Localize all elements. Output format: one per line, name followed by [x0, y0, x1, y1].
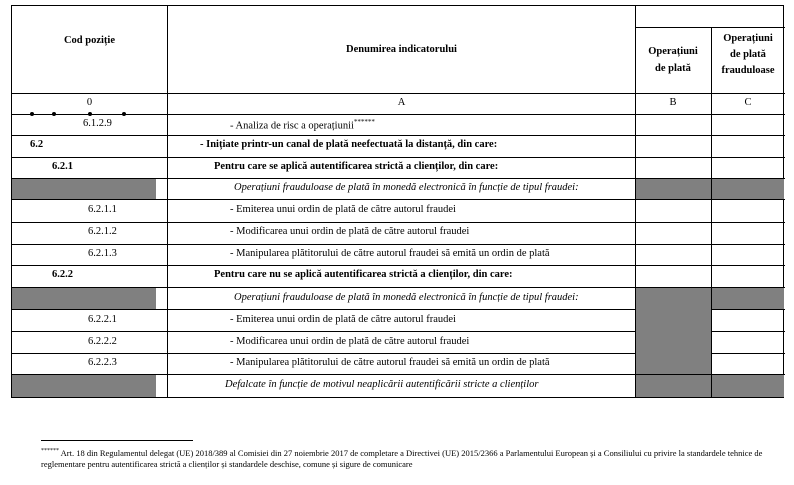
- indicator-table: [11, 5, 784, 398]
- row-code: 6.2.2.3: [88, 357, 117, 368]
- row-divider: [12, 93, 785, 94]
- row-divider: [12, 287, 785, 288]
- shaded-cell: [12, 288, 156, 309]
- row-divider: [12, 157, 785, 158]
- row-name: - Manipularea plătitorului de către autorul fraudei să emită un ordin de plată: [230, 357, 550, 368]
- row-code: 6.2.1.1: [88, 204, 117, 215]
- footnote: [41, 447, 786, 471]
- row-name: Operațiuni frauduloase de plată în monedă electronică în funcție de tipul fraudei:: [234, 292, 579, 303]
- row-divider: [12, 114, 785, 115]
- row-code: 6.2.2.1: [88, 314, 117, 325]
- marker-dot: [30, 112, 34, 116]
- row-divider: [12, 265, 785, 266]
- row-name: - Modificarea unui ordin de plată de către autorul fraudei: [230, 226, 470, 237]
- row-name: - Manipularea plătitorului de către autorul fraudei să emită un ordin de plată: [230, 248, 550, 259]
- row-name-text: - Analiza de risc a operațiunii: [230, 120, 354, 132]
- row-divider: [12, 309, 635, 310]
- row-name: Pentru care nu se aplică autentificarea strictă a clienților, din care:: [214, 269, 513, 280]
- marker-dot: [122, 112, 126, 116]
- footnote-separator: [41, 440, 193, 441]
- header-code: Cod poziție: [63, 35, 116, 46]
- col-divider: [167, 6, 168, 397]
- footnote-mark: ******: [41, 448, 59, 454]
- footnote-ref: ******: [353, 118, 375, 126]
- header-col-c-line2: de plată: [730, 49, 766, 60]
- col-divider: [711, 27, 712, 397]
- row-code: 6.2.1.2: [88, 226, 117, 237]
- footnote-text: Art. 18 din Regulamentul delegat (UE) 2018/389 al Comisiei din 27 noiembrie 2017 de completare a Directivei (UE) 2015/2366 a Parlamentului European și a Consiliului cu privire la standardele tehnice de reglementare pentru autentificarea strictă a clienților și standardele deschise, comune și sigure de comunicare: [41, 447, 763, 470]
- row-code: 6.2.1: [52, 161, 73, 172]
- row-divider: [711, 331, 785, 332]
- row-divider: [12, 199, 785, 200]
- header-col-b-line1: Operațiuni: [648, 46, 698, 57]
- header-col-c-line1: Operațiuni: [723, 33, 773, 44]
- row-divider: [711, 309, 785, 310]
- index-c: C: [744, 97, 752, 108]
- row-divider: [12, 222, 785, 223]
- shaded-cell: [12, 179, 156, 199]
- row-name: Defalcate în funcție de motivul neaplicării autentificării stricte a clienților: [225, 379, 539, 390]
- shaded-cell: [635, 179, 784, 199]
- row-code: 6.2.2.2: [88, 336, 117, 347]
- marker-dot: [52, 112, 56, 116]
- row-name: [230, 118, 375, 133]
- row-divider: [12, 374, 785, 375]
- shaded-cell: [711, 288, 784, 309]
- row-code: 6.1.2.9: [83, 118, 112, 129]
- index-0: 0: [86, 97, 93, 108]
- row-name: - Emiterea unui ordin de plată de către autorul fraudei: [230, 314, 456, 325]
- row-name: Pentru care se aplică autentificarea strictă a clienților, din care:: [214, 161, 499, 172]
- marker-dot: [88, 112, 92, 116]
- shaded-cell: [635, 375, 784, 397]
- shaded-cell: [635, 288, 711, 374]
- row-divider: [635, 27, 785, 28]
- header-col-b-line2: de plată: [655, 63, 691, 74]
- row-divider: [711, 353, 785, 354]
- row-divider: [12, 331, 635, 332]
- row-divider: [12, 353, 635, 354]
- row-divider: [12, 135, 785, 136]
- row-code: 6.2: [30, 139, 44, 150]
- row-divider: [12, 244, 785, 245]
- index-b: B: [669, 97, 677, 108]
- row-name: - Inițiate printr-un canal de plată neefectuată la distanță, din care:: [200, 139, 498, 150]
- shaded-cell: [12, 375, 156, 397]
- row-code: 6.2.1.3: [88, 248, 117, 259]
- header-col-c-line3: frauduloase: [721, 65, 775, 76]
- row-name: Operațiuni frauduloase de plată în monedă electronică în funcție de tipul fraudei:: [234, 182, 579, 193]
- row-divider: [12, 178, 785, 179]
- row-name: - Emiterea unui ordin de plată de către autorul fraudei: [230, 204, 456, 215]
- row-code: 6.2.2: [52, 269, 73, 280]
- row-name: - Modificarea unui ordin de plată de către autorul fraudei: [230, 336, 470, 347]
- index-a: A: [397, 97, 406, 108]
- header-name: Denumirea indicatorului: [346, 44, 457, 55]
